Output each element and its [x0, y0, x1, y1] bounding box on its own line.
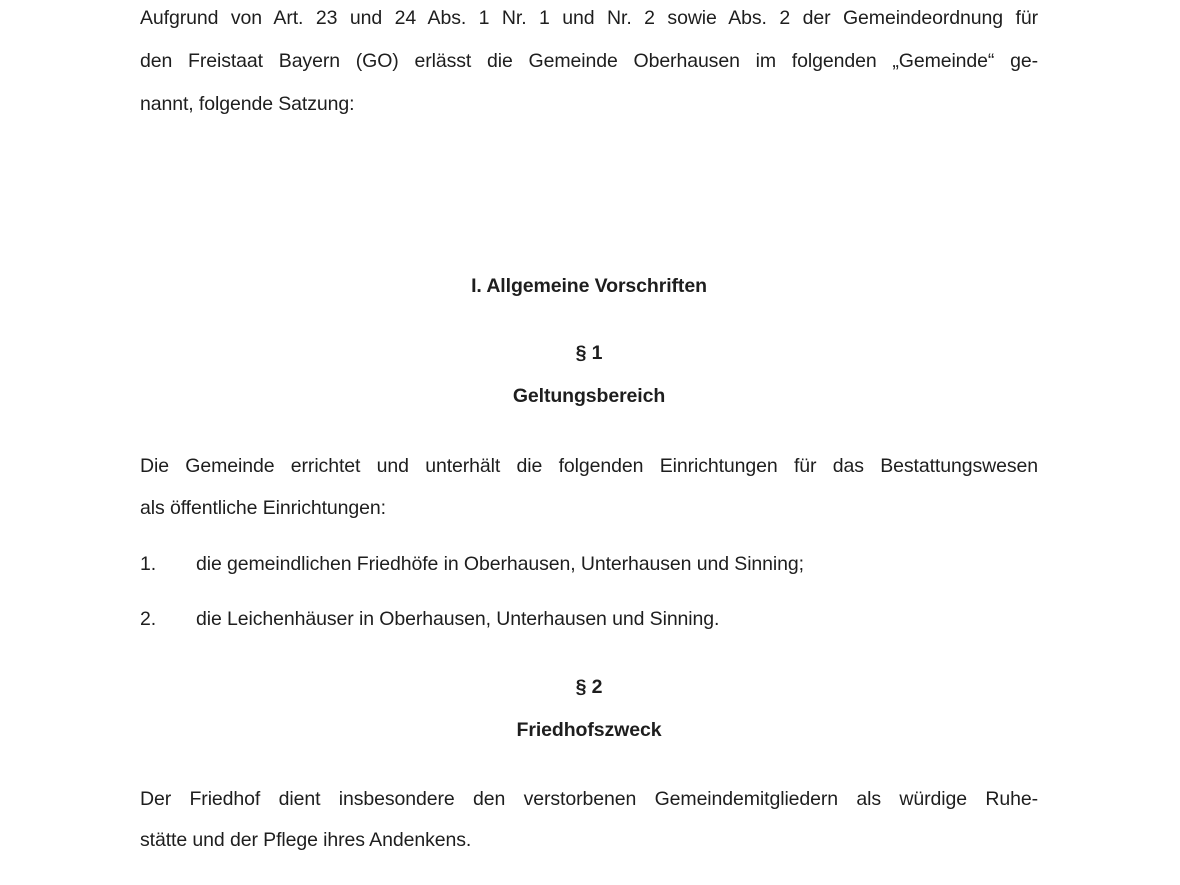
list-item-2-text: die Leichenhäuser in Oberhausen, Unterhausen und Sinning.	[196, 608, 720, 630]
section-1-body-line-1: Die Gemeinde errichtet und unterhält die folgenden Einrichtungen für das Bestattungswesen	[140, 455, 1038, 477]
list-item-1-text: die gemeindlichen Friedhöfe in Oberhausen, Unterhausen und Sinning;	[196, 553, 804, 575]
section-2-number: § 2	[575, 676, 603, 698]
preamble-line-2: den Freistaat Bayern (GO) erlässt die Gemeinde Oberhausen im folgenden „Gemeinde“ ge-	[140, 50, 1038, 72]
section-2-title: Friedhofszweck	[516, 719, 662, 741]
section-1-number: § 1	[575, 342, 603, 364]
list-item-2-number: 2.	[140, 608, 157, 630]
section-2-body-line-1: Der Friedhof dient insbesondere den verstorbenen Gemeindemitgliedern als würdige Ruhe-	[140, 788, 1038, 810]
preamble-line-1: Aufgrund von Art. 23 und 24 Abs. 1 Nr. 1 und Nr. 2 sowie Abs. 2 der Gemeindeordnung für	[140, 7, 1038, 29]
section-1-body-line-2: als öffentliche Einrichtungen:	[140, 497, 386, 519]
preamble-line-3: nannt, folgende Satzung:	[140, 93, 355, 115]
list-item-1-number: 1.	[140, 553, 157, 575]
section-1-title: Geltungsbereich	[512, 385, 666, 407]
chapter-heading: I. Allgemeine Vorschriften	[471, 275, 707, 297]
section-2-body-line-2: stätte und der Pflege ihres Andenkens.	[140, 829, 472, 851]
